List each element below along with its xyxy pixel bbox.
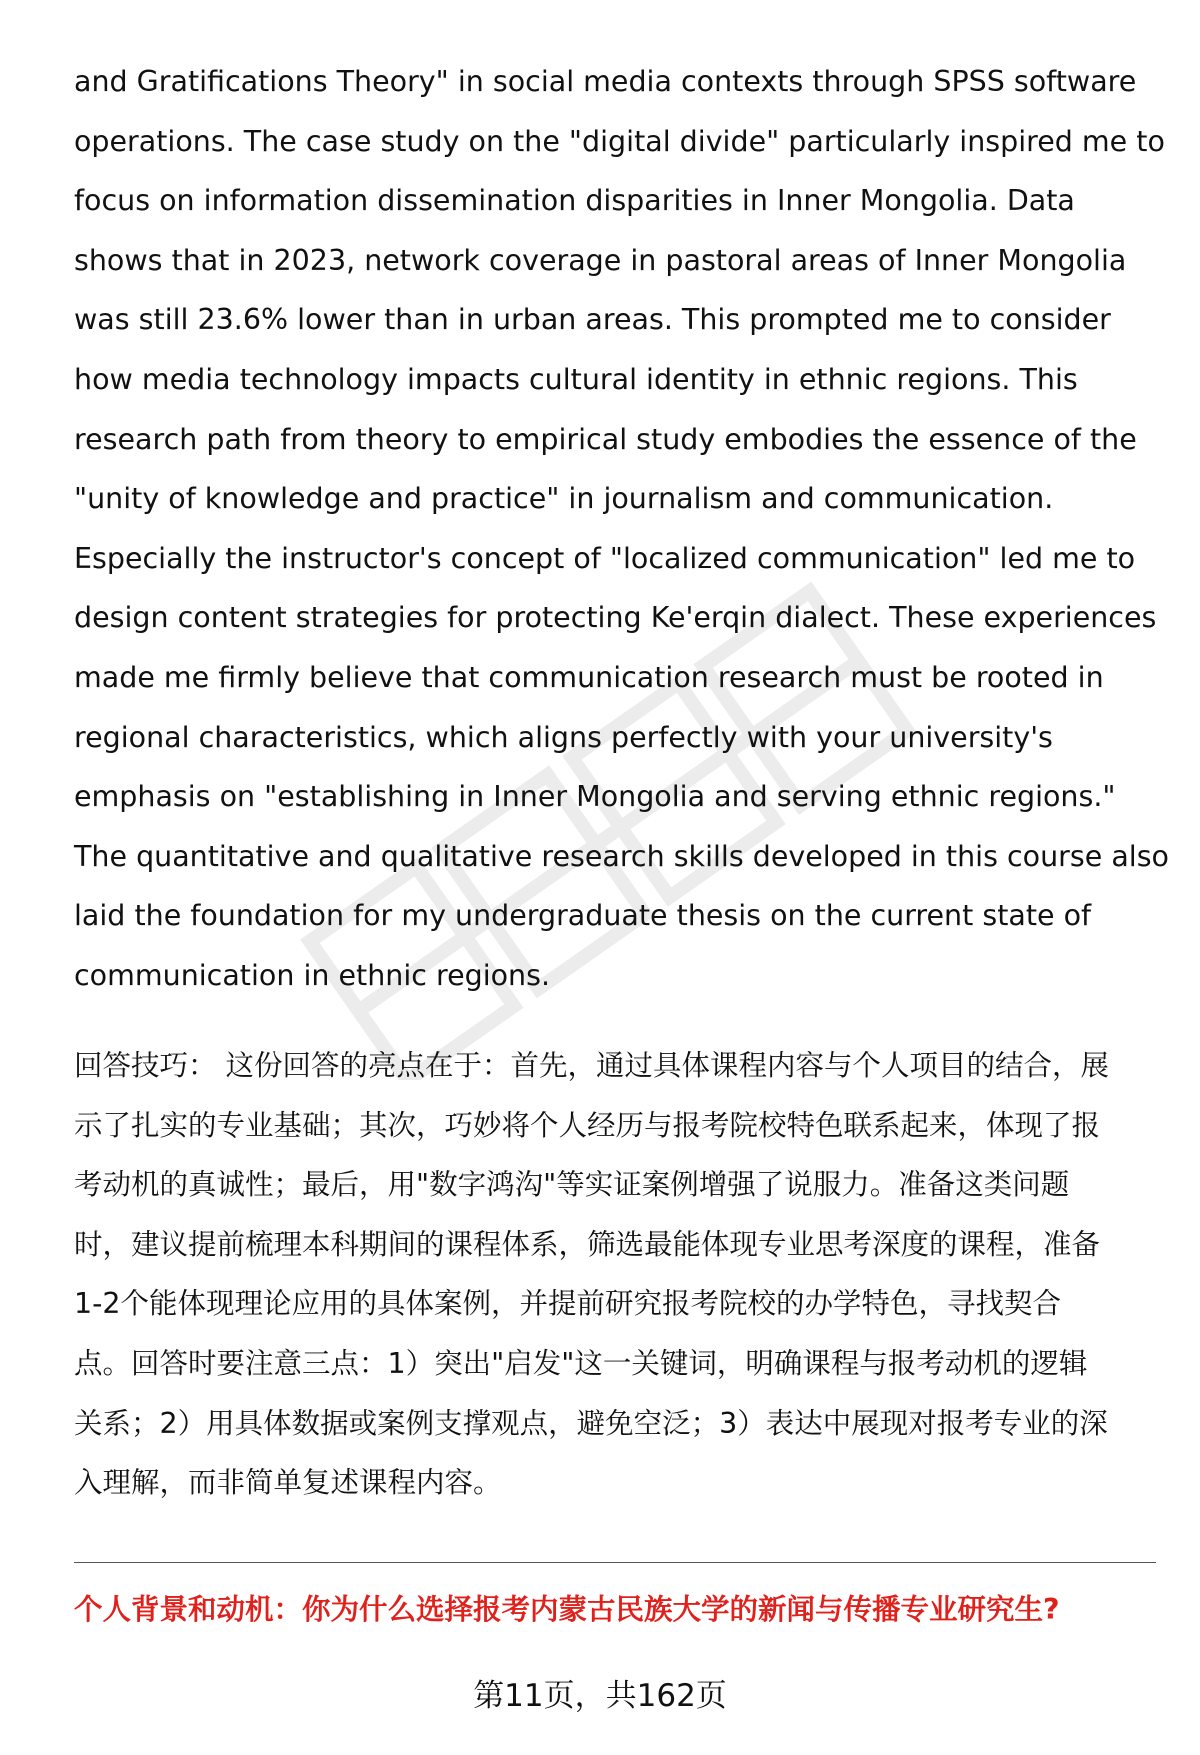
text-line: 考动机的真诚性；最后，用"数字鸿沟"等实证案例增强了说服力。准备这类问题 [74, 1168, 1070, 1202]
next-question-heading: 个人背景和动机：你为什么选择报考内蒙古民族大学的新闻与传播专业研究生? [74, 1593, 1060, 1626]
text-line: shows that in 2023, network coverage in pastoral areas of Inner Mongolia [74, 243, 1127, 277]
text-line: design content strategies for protecting Ke'erqin dialect. These experiences [74, 601, 1157, 635]
answer-tips-paragraph [74, 1036, 1164, 1513]
page-number: 第11页，共162页 [473, 1678, 727, 1714]
text-line: 入理解，而非简单复述课程内容。 [74, 1466, 502, 1500]
text-line: made me firmly believe that communication research must be rooted in [74, 660, 1104, 694]
text-line: laid the foundation for my undergraduate thesis on the current state of [74, 899, 1092, 933]
text-line: how media technology impacts cultural identity in ethnic regions. This [74, 362, 1078, 396]
text-line: and Gratifications Theory" in social media contexts through SPSS software [74, 65, 1137, 98]
section-divider [74, 1562, 1156, 1563]
text-line: regional characteristics, which aligns perfectly with your university's [74, 720, 1053, 754]
text-line: 关系；2）用具体数据或案例支撑观点，避免空泛；3）表达中展现对报考专业的深 [74, 1406, 1108, 1440]
text-line: 1-2个能体现理论应用的具体案例，并提前研究报考院校的办学特色，寻找契合 [74, 1287, 1062, 1321]
text-line: operations. The case study on the "digital divide" particularly inspired me to [74, 124, 1165, 158]
text-line: 时，建议提前梳理本科期间的课程体系，筛选最能体现专业思考深度的课程，准备 [74, 1227, 1101, 1261]
text-line: Especially the instructor's concept of "localized communication" led me to [74, 541, 1136, 575]
text-line: 回答技巧： 这份回答的亮点在于：首先，通过具体课程内容与个人项目的结合，展 [74, 1049, 1110, 1082]
text-line: communication in ethnic regions. [74, 958, 551, 992]
text-line: 示了扎实的专业基础；其次，巧妙将个人经历与报考院校特色联系起来，体现了报 [74, 1108, 1101, 1142]
text-line: focus on information dissemination disparities in Inner Mongolia. Data [74, 184, 1075, 218]
text-line: research path from theory to empirical study embodies the essence of the [74, 422, 1137, 456]
text-line: was still 23.6% lower than in urban areas. This prompted me to consider [74, 303, 1111, 337]
text-line: The quantitative and qualitative research skills developed in this course also [74, 839, 1169, 873]
text-line: emphasis on "establishing in Inner Mongolia and serving ethnic regions." [74, 780, 1116, 814]
text-line: 点。回答时要注意三点：1）突出"启发"这一关键词，明确课程与报考动机的逻辑 [74, 1346, 1088, 1380]
text-line: "unity of knowledge and practice" in journalism and communication. [74, 482, 1054, 516]
answer-paragraph-english [74, 52, 1169, 1006]
